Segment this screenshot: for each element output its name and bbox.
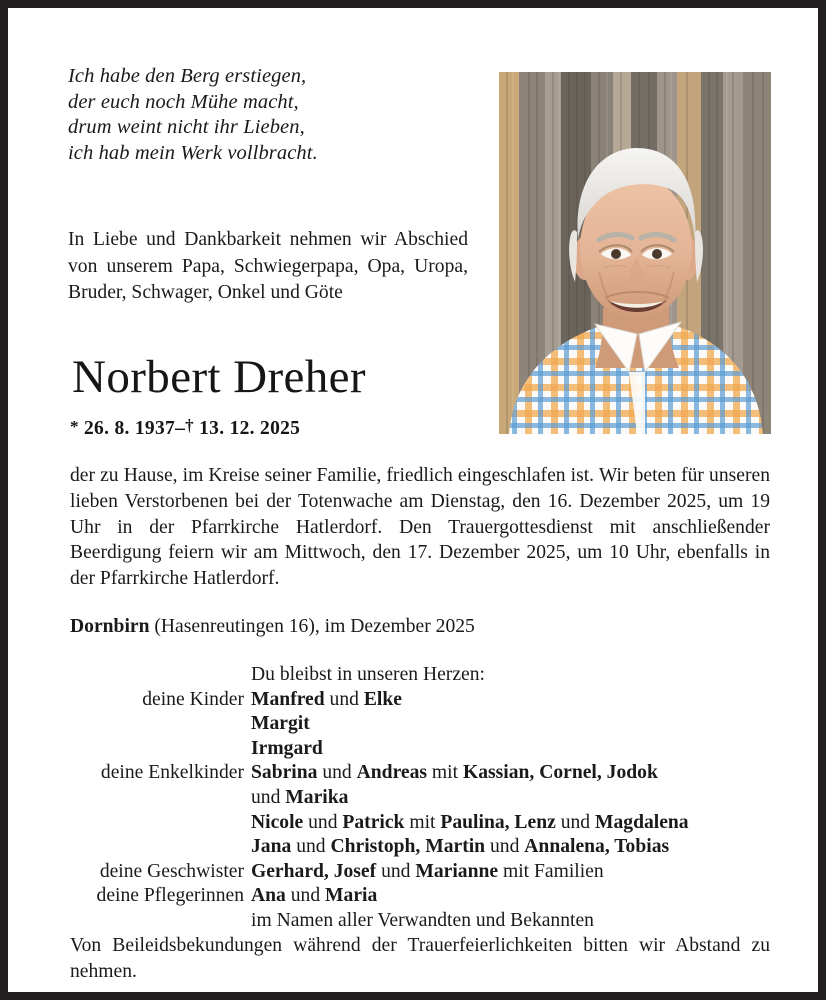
survivor-connector: und xyxy=(303,811,343,833)
intro-text: In Liebe und Dankbarkeit nehmen wir Abschied von unserem Papa, Schwiegerpapa, Opa, Uropa, Bruder, Schwager, Onkel und Göte xyxy=(68,229,468,303)
survivor-name: Maria xyxy=(325,885,378,907)
funeral-details-paragraph xyxy=(70,463,770,592)
place-city: Dornbirn xyxy=(70,616,150,637)
survivor-name: Andreas xyxy=(356,762,428,784)
survivor-name: Jana xyxy=(251,836,292,858)
survivor-connector: mit xyxy=(427,762,463,784)
survivor-row xyxy=(70,786,770,811)
survivor-connector: im Namen aller Verwandten und Bekannten xyxy=(251,909,594,931)
survivor-connector: mit xyxy=(404,811,441,833)
survivor-name: Sabrina xyxy=(251,762,318,784)
closing-paragraph xyxy=(70,933,770,985)
survivor-names xyxy=(251,835,770,860)
poem-line-2: der euch noch Mühe macht, xyxy=(68,90,299,113)
survivor-name: Margit xyxy=(251,713,310,735)
survivors-heading: Du bleibst in unseren Herzen: xyxy=(251,664,485,685)
survivor-name: Irmgard xyxy=(251,737,323,759)
survivor-names xyxy=(251,811,770,836)
survivors-rows xyxy=(70,688,770,934)
survivor-row xyxy=(70,712,770,737)
survivor-names xyxy=(251,884,770,909)
survivor-names xyxy=(251,786,770,811)
survivor-connector: mit Familien xyxy=(498,860,604,882)
obituary-paper-sheet xyxy=(8,8,818,992)
portrait-photo-image xyxy=(499,72,771,434)
poem-line-4: ich hab mein Werk vollbracht. xyxy=(68,141,318,164)
survivor-connector: und xyxy=(291,836,331,858)
survivor-name: Nicole xyxy=(251,811,304,833)
survivor-name: Christoph, Martin xyxy=(330,836,486,858)
survivor-name: Annalena, Tobias xyxy=(524,836,670,858)
survivor-row xyxy=(70,688,770,713)
survivor-names xyxy=(251,688,770,713)
survivor-names xyxy=(251,909,770,934)
funeral-details-text: der zu Hause, im Kreise seiner Familie, friedlich eingeschlafen ist. Wir beten für unseren lieben Verstorbenen bei der Totenwache am Dienstag, den 16. Dezember 2025, um 19 Uhr in der Pfarrkirche Hatlerdorf. Den Trauergottesdienst mit anschließender Beerdigung feiern wir am Mittwoch, den 17. Dezember 2025, um 10 Uhr, ebenfalls in der Pfarrkirche Hatlerdorf. xyxy=(70,465,770,590)
survivors-list xyxy=(70,663,770,934)
survivor-name: Paulina, Lenz xyxy=(440,811,556,833)
survivor-name: Marika xyxy=(285,786,349,808)
survivor-relation-label: deine Pflegerinnen xyxy=(96,885,244,907)
survivor-connector: und xyxy=(376,860,416,882)
survivor-row xyxy=(70,811,770,836)
survivor-names xyxy=(251,761,770,786)
survivor-names xyxy=(251,860,770,885)
survivor-relation-label: deine Enkelkinder xyxy=(100,762,244,784)
survivor-row xyxy=(70,860,770,885)
survivor-row xyxy=(70,737,770,762)
survivor-name: Marianne xyxy=(415,860,499,882)
portrait-photo xyxy=(499,72,771,434)
survivor-name: Elke xyxy=(363,688,402,710)
survivor-row xyxy=(70,909,770,934)
survivor-name: Manfred xyxy=(251,688,325,710)
survivor-connector: und xyxy=(555,811,595,833)
deceased-name: Norbert Dreher xyxy=(72,351,366,403)
survivor-name: Magdalena xyxy=(594,811,689,833)
survivor-name: Ana xyxy=(251,885,286,907)
poem-line-3: drum weint nicht ihr Lieben, xyxy=(68,116,305,138)
life-dates xyxy=(70,416,300,440)
survivor-names xyxy=(251,712,770,737)
death-cross-icon: † xyxy=(185,416,194,435)
survivors-heading-row xyxy=(70,663,770,688)
survivor-connector: und xyxy=(324,688,364,710)
survivor-relation-label: deine Kinder xyxy=(142,688,244,710)
death-date: 13. 12. 2025 xyxy=(199,418,301,439)
birth-date: 26. 8. 1937 xyxy=(84,418,176,439)
survivor-name: Patrick xyxy=(342,811,405,833)
survivor-row xyxy=(70,835,770,860)
survivor-connector: und xyxy=(485,836,525,858)
poem-line-1: Ich habe den Berg erstiegen, xyxy=(68,65,307,87)
survivor-name: Kassian, Cornel, Jodok xyxy=(462,762,658,784)
survivor-row xyxy=(70,761,770,786)
survivor-connector: und xyxy=(285,885,326,907)
date-dash: – xyxy=(175,418,186,439)
intro-paragraph xyxy=(68,227,468,307)
closing-text: Von Beileidsbekundungen während der Trauerfeierlichkeiten bitten wir Abstand zu nehmen. xyxy=(70,935,770,982)
survivor-connector: und xyxy=(317,762,357,784)
survivor-connector: und xyxy=(251,786,286,808)
place-and-date-line xyxy=(70,616,475,638)
survivor-name: Gerhard, Josef xyxy=(251,860,377,882)
survivor-row xyxy=(70,884,770,909)
birth-star-icon: * xyxy=(70,417,79,436)
memorial-poem xyxy=(68,64,468,166)
survivor-relation-label: deine Geschwister xyxy=(99,860,244,882)
place-address-and-month: (Hasenreutingen 16), im Dezember 2025 xyxy=(149,616,475,637)
survivor-names xyxy=(251,737,770,762)
